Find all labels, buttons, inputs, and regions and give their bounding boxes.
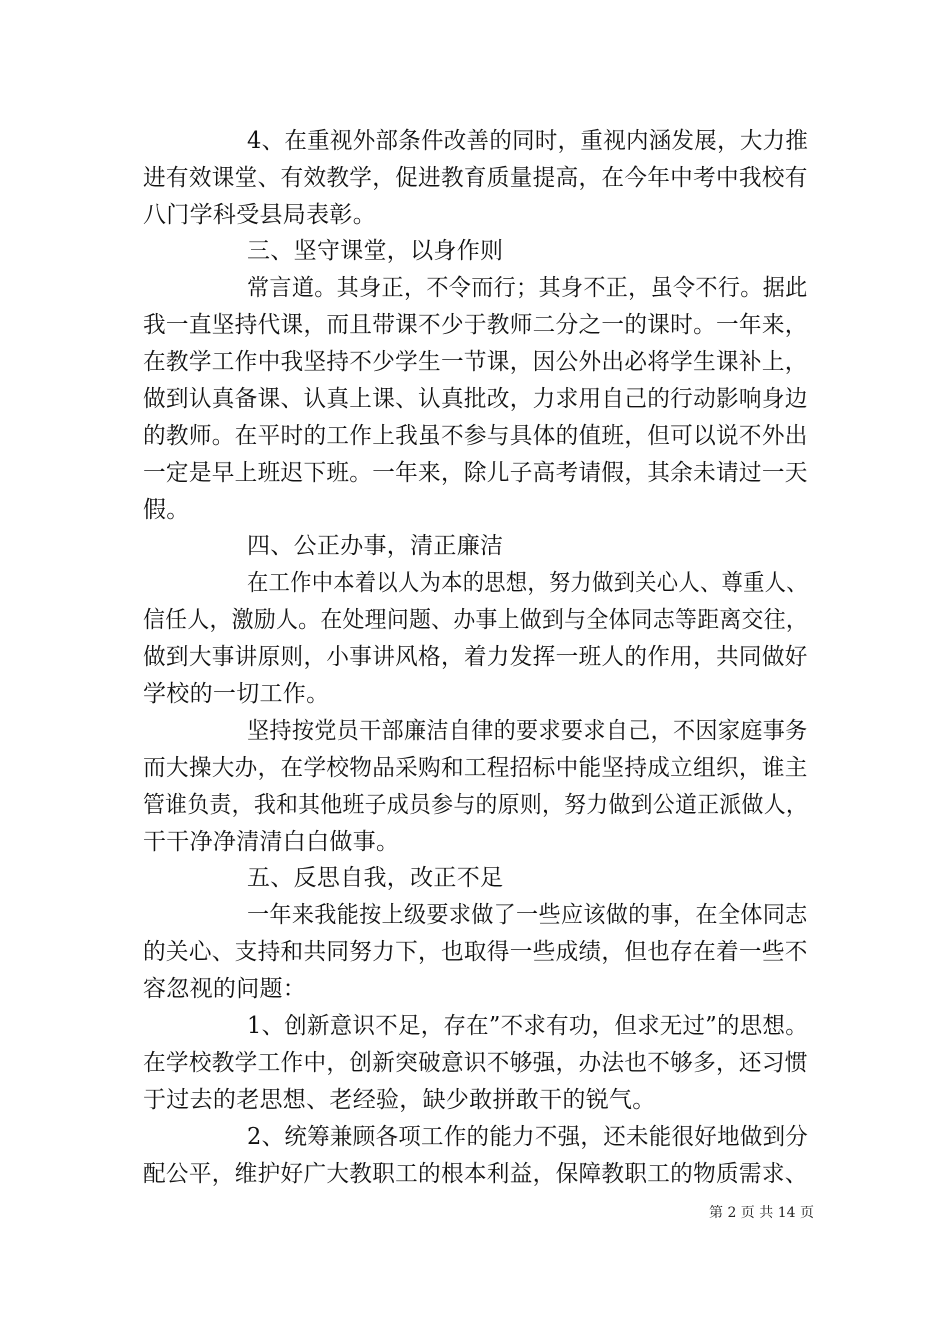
text-line-25: 1、创新意识不足，存在”不求有功，但求无过”的思想。 [247,1013,808,1039]
text-line-28: 2、统筹兼顾各项工作的能力不强，还未能很好地做到分 [247,1124,809,1150]
text-line-11: 假。 [143,497,190,523]
text-line-29: 配公平，维护好广大教职工的根本利益，保障教职工的物质需求、 [143,1161,808,1187]
text-line-26: 在学校教学工作中，创新突破意识不够强，办法也不够多，还习惯 [143,1050,808,1076]
text-line-10: 一定是早上班迟下班。一年来，除儿子高考请假，其余未请过一天 [143,460,808,486]
text-line-7: 在教学工作中我坚持不少学生一节课，因公外出必将学生课补上， [143,349,808,375]
text-line-20: 干干净净清清白白做事。 [143,829,400,855]
text-line-24: 容忽视的问题： [143,976,307,1002]
heading-section-3: 三、坚守课堂，以身作则 [247,238,504,264]
text-line-23: 的关心、支持和共同努力下，也取得一些成绩，但也存在着一些不 [143,939,808,965]
text-line-27: 于过去的老思想、老经验，缺少敢拼敢干的锐气。 [143,1087,656,1113]
heading-section-4: 四、公正办事，清正廉洁 [247,533,504,559]
text-line-9: 的教师。在平时的工作上我虽不参与具体的值班，但可以说不外出 [143,423,808,449]
text-line-5: 常言道。其身正，不令而行；其身不正，虽令不行。据此 [247,275,808,301]
text-line-22: 一年来我能按上级要求做了一些应该做的事，在全体同志 [247,902,808,928]
text-line-8: 做到认真备课、认真上课、认真批改，力求用自己的行动影响身边 [143,386,808,412]
page-number-footer: 第 2 页 共 14 页 [709,1205,814,1221]
text-line-3: 八门学科受县局表彰。 [143,202,376,228]
text-line-15: 做到大事讲原则，小事讲风格，着力发挥一班人的作用，共同做好 [143,644,808,670]
text-line-1: 4、在重视外部条件改善的同时，重视内涵发展，大力推 [247,128,809,154]
text-line-13: 在工作中本着以人为本的思想，努力做到关心人、尊重人、 [247,570,808,596]
text-line-6: 我一直坚持代课，而且带课不少于教师二分之一的课时。一年来， [143,312,808,338]
text-line-14: 信任人，激励人。在处理问题、办事上做到与全体同志等距离交往， [143,607,809,633]
text-line-18: 而大操大办，在学校物品采购和工程招标中能坚持成立组织，谁主 [143,755,808,781]
text-line-2: 进有效课堂、有效教学，促进教育质量提高，在今年中考中我校有 [143,165,808,191]
text-line-19: 管谁负责，我和其他班子成员参与的原则，努力做到公道正派做人， [143,792,809,818]
text-line-17: 坚持按党员干部廉洁自律的要求要求自己，不因家庭事务 [247,718,808,744]
heading-section-5: 五、反思自我，改正不足 [247,865,504,891]
text-line-16: 学校的一切工作。 [143,681,330,707]
